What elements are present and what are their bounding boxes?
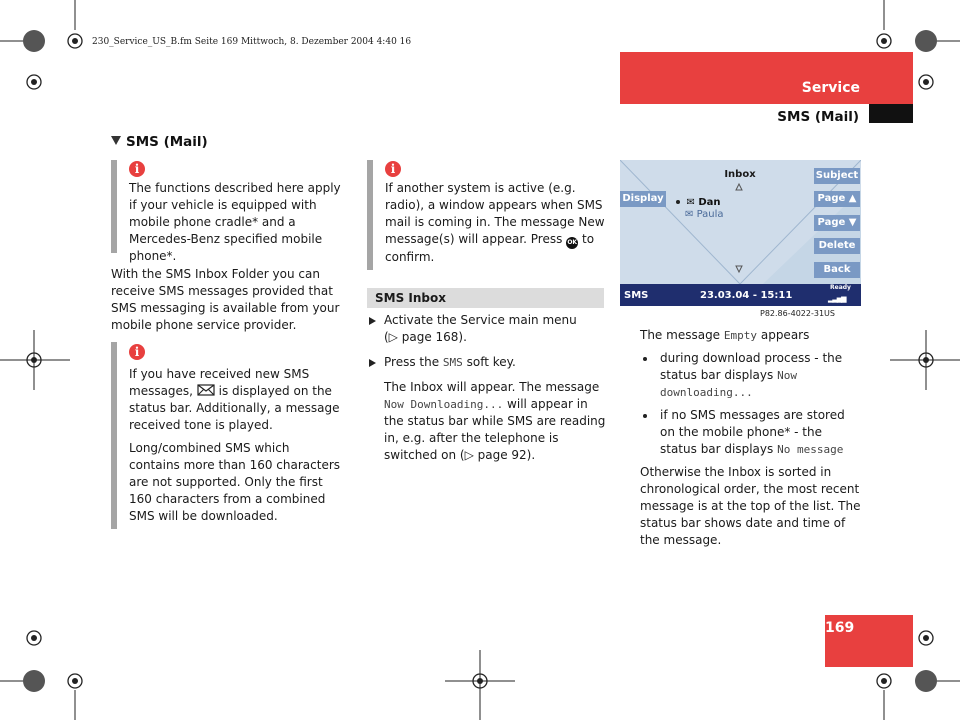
page-up-softkey[interactable]: Page ▲ [814,191,860,207]
info-note-3: If another system is active (e.g. radio), a window appears when SMS mail is coming in. The message New message(s) will appear. Press OK to confirm. [385,181,605,264]
signal-icon: ▂▃▅▆ [828,295,846,303]
section-title: SMS (Mail) [111,134,208,150]
note-bar [111,160,117,253]
note-bar [111,342,117,529]
inbox-screen [620,160,861,306]
subchapter-title: SMS (Mail) [777,109,859,125]
subchapter-bar [869,104,913,123]
sms-inbox-heading: SMS Inbox [367,288,604,308]
screen-title: Inbox [724,169,756,180]
back-softkey[interactable]: Back [814,262,860,278]
right-column-text: The message Empty appears during download process - the status bar displays Now downloading... if no SMS messages are stored on the mobile phone* - the status bar displays No message Otherwise the Inbox is sorted in chronological order, the most recent message is at the top of the list. The status bar shows date and time of the message. [640,328,861,547]
subject-softkey[interactable]: Subject [814,168,860,184]
selected-dot-icon [676,200,680,204]
instruction-steps: Activate the Service main menu (▷ page 168). Press the SMS soft key. The Inbox will appear. The message Now Downloading... will appear in the status bar while SMS are reading in, e.g. after the telephone is switched on (▷ page 92). [367,312,607,464]
info-note-2: If you have received new SMS messages, is displayed on the status bar. Additionally, a message received tone is played. Long/combined SMS which contains more than 160 characters are not supported. Only the first 160 characters from a combined SMS will be downloaded. [129,367,341,523]
page-down-softkey[interactable]: Page ▼ [814,215,860,231]
note-bar [367,160,373,270]
chapter-title: Service [801,80,860,96]
arrow-icon [369,359,376,367]
figure-code: P82.86-4022-31US [760,309,835,318]
status-datetime: 23.03.04 - 15:11 [700,290,793,301]
status-mode: SMS [624,290,649,301]
sms-icon: ✉ [685,209,694,220]
info-icon: i [385,161,401,177]
info-icon: i [129,161,145,177]
status-bar [620,284,861,306]
bullet [643,414,647,418]
display-softkey[interactable]: Display [620,191,666,207]
chapter-tab [620,52,913,104]
info-note-1: The functions described here apply if your vehicle is equipped with mobile phone cradle* and a Mercedes-Benz specified mobile phone*. [129,181,341,263]
arrow-icon [369,317,376,325]
list-item[interactable]: ✉ Paula [685,209,724,220]
page-number: 169 [825,620,855,636]
envelope-icon [197,384,215,396]
intro-paragraph: With the SMS Inbox Folder you can receive SMS messages provided that SMS messaging is available from your mobile phone service provider. [111,267,340,332]
status-ready: Ready [830,284,851,291]
ok-button-icon: OK [566,237,578,249]
sms-icon: ✉ [686,197,695,208]
message-list [676,197,724,220]
delete-softkey[interactable]: Delete [814,238,860,254]
list-item[interactable]: ✉ Dan [676,197,724,208]
triangle-down-icon [111,136,121,145]
file-info: 230_Service_US_B.fm Seite 169 Mittwoch, 8. Dezember 2004 4:40 16 [92,37,412,47]
info-icon: i [129,344,145,360]
bullet [643,357,647,361]
